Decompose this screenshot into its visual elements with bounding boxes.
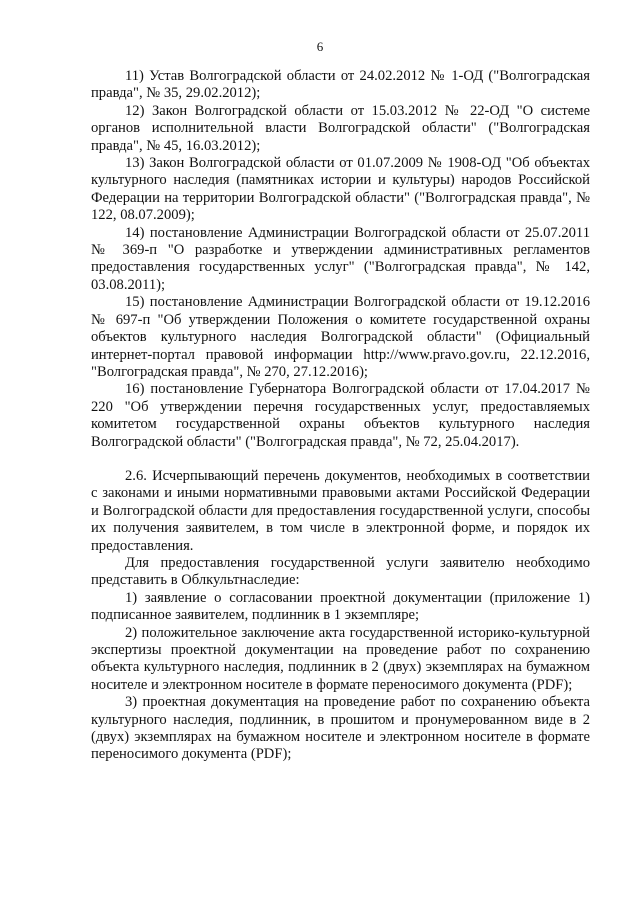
law-item-12: 12) Закон Волгоградской области от 15.03.2012 № 22-ОД "О системе органов исполнительной власти Волгоградской области" ("Волгоградская правда", № 45, 16.03.2012); (91, 102, 590, 154)
documents-intro: Для предоставления государственной услуги заявителю необходимо представить в Облкультнаследие: (91, 554, 590, 589)
document-item-2: 2) положительное заключение акта государственной историко-культурной экспертизы проектной документации на проведение работ по сохранению объекта культурного наследия, подлинник в 2 (двух) экземплярах на бумажном носителе и электронном носителе в формате переносимого документа (PDF); (91, 624, 590, 693)
document-item-1: 1) заявление о согласовании проектной документации (приложение 1) подписанное заявителем, подлинник в 1 экземпляре; (91, 589, 590, 624)
law-item-11: 11) Устав Волгоградской области от 24.02.2012 № 1-ОД ("Волгоградская правда", № 35, 29.02.2012); (91, 68, 590, 102)
law-item-15: 15) постановление Администрации Волгоградской области от 19.12.2016 № 697-п "Об утверждении Положения о комитете государственной охраны объектов культурного наследия Волгоградской области" (Официальный интернет-портал правовой информации http://www.pravo.gov.ru, 22.12.2016, "Волгоградская правда", № 270, 27.12.2016); (91, 294, 590, 380)
law-item-14: 14) постановление Администрации Волгоградской области от 25.07.2011 № 369-п "О разработке и утверждении административных регламентов предоставления государственных услуг" ("Волгоградская правда", № 142, 03.08.2011); (91, 224, 590, 293)
page-number: 6 (316, 39, 324, 54)
document-item-3: 3) проектная документация на проведение работ по сохранению объекта культурного наследия, подлинник, в прошитом и пронумерованном виде в 2 (двух) экземплярах на бумажном носителе и электронном носителе в формате переносимого документа (PDF); (91, 694, 590, 763)
law-item-16: 16) постановление Губернатора Волгоградской области от 17.04.2017 № 220 "Об утверждении перечня государственных услуг, предоставляемых комитетом государственной охраны объектов культурного наследия Волгоградской области" ("Волгоградская правда", № 72, 25.04.2017). (91, 381, 590, 450)
section-2-6-heading: 2.6. Исчерпывающий перечень документов, необходимых в соответствии с законами и иными нормативными правовыми актами Российской Федерации и Волгоградской области для предоставления государственной услуги, способы их получения заявителем, в том числе в электронной форме, и порядок их предоставления. (91, 467, 590, 554)
law-item-13: 13) Закон Волгоградской области от 01.07.2009 № 1908-ОД "Об объектах культурного наследия (памятниках истории и культуры) народов Российской Федерации на территории Волгоградской области" ("Волгоградская правда", № 122, 08.07.2009); (91, 155, 590, 224)
page-body (91, 68, 590, 764)
